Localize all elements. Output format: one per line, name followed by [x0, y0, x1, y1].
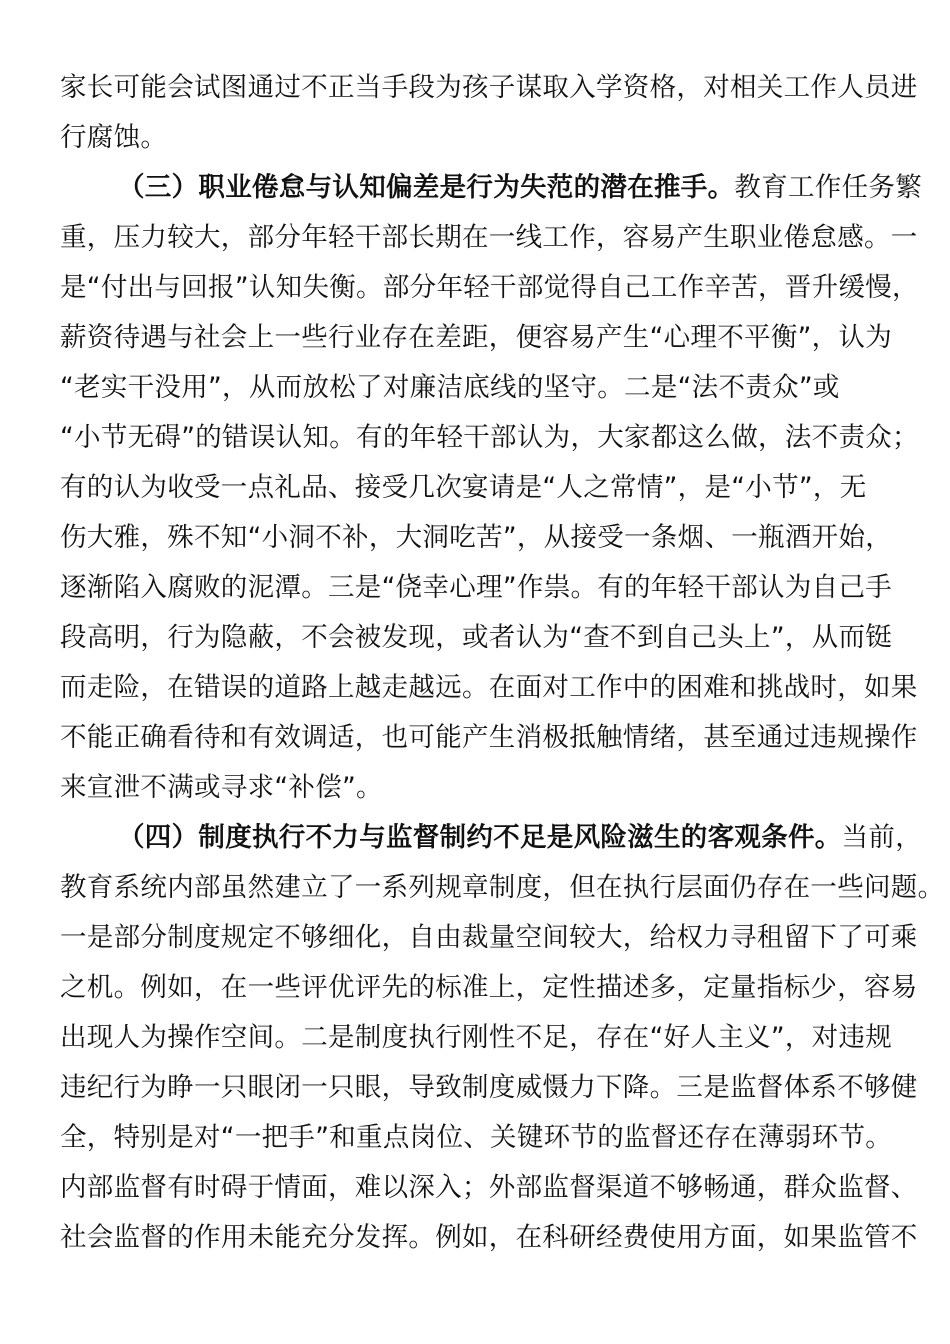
paragraph-text: 家长可能会试图通过不正当手段为孩子谋取入学资格，对相关工作人员进 [60, 72, 918, 103]
section-heading: （三）职业倦怠与认知偏差是行为失范的潜在推手。 [118, 172, 735, 203]
body-text-line [60, 1113, 892, 1163]
paragraph-text: 段高明，行为隐蔽，不会被发现，或者认为“查不到自己头上”，从而铤 [60, 622, 893, 653]
section-heading-line [118, 813, 922, 863]
body-text-line [60, 713, 918, 763]
paragraph-text: 出现人为操作空间。二是制度执行刚性不足，存在“好人主义”，对违规 [60, 1022, 893, 1053]
body-text-line [60, 1163, 918, 1213]
body-text-line [60, 513, 892, 563]
section-heading-line [118, 163, 922, 213]
body-text-line [60, 263, 919, 313]
paragraph-text: 有的认为收受一点礼品、接受几次宴请是“人之常情”，是“小节”，无 [60, 472, 867, 503]
paragraph-text: “小节无碍”的错误认知。有的年轻干部认为，大家都这么做，法不责众； [60, 422, 919, 453]
paragraph-text: 不能正确看待和有效调适，也可能产生消极抵触情绪，甚至通过违规操作 [60, 722, 918, 753]
body-text-line [60, 363, 840, 413]
section-heading: （四）制度执行不力与监督制约不足是风险滋生的客观条件。 [118, 822, 842, 853]
body-text-line [60, 963, 918, 1013]
body-text-line [60, 63, 918, 113]
body-text-line [60, 463, 867, 513]
body-text-line [60, 213, 918, 263]
body-text-line [60, 1213, 918, 1263]
body-text-line [60, 763, 383, 813]
paragraph-text: 而走险，在错误的道路上越走越远。在面对工作中的困难和挑战时，如果 [60, 672, 918, 703]
paragraph-text: 内部监督有时碍于情面，难以深入；外部监督渠道不够畅通，群众监督、 [60, 1172, 918, 1203]
body-text-line [60, 313, 892, 363]
body-text-line [60, 663, 918, 713]
paragraph-text: 违纪行为睁一只眼闭一只眼，导致制度威慑力下降。三是监督体系不够健 [60, 1072, 918, 1103]
body-text-line [60, 563, 892, 613]
paragraph-text: 来宣泄不满或寻求“补偿”。 [60, 772, 383, 803]
paragraph-text: 社会监督的作用未能充分发挥。例如，在科研经费使用方面，如果监管不 [60, 1222, 918, 1253]
paragraph-text: 重，压力较大，部分年轻干部长期在一线工作，容易产生职业倦怠感。一 [60, 222, 918, 253]
paragraph-text: 之机。例如，在一些评优评先的标准上，定性描述多，定量指标少，容易 [60, 972, 918, 1003]
paragraph-text: “老实干没用”，从而放松了对廉洁底线的坚守。二是“法不责众”或 [60, 372, 840, 403]
paragraph-text: 教育工作任务繁 [734, 172, 923, 203]
body-text-line [60, 913, 918, 963]
paragraph-text: 教育系统内部虽然建立了一系列规章制度，但在执行层面仍存在一些问题。 [60, 872, 945, 903]
body-text-line [60, 113, 167, 163]
paragraph-text: 是“付出与回报”认知失衡。部分年轻干部觉得自己工作辛苦，晋升缓慢， [60, 272, 919, 303]
body-text-line [60, 863, 944, 913]
body-text-line [60, 413, 919, 463]
paragraph-text: 逐渐陷入腐败的泥潭。三是“侥幸心理”作祟。有的年轻干部认为自己手 [60, 572, 893, 603]
paragraph-text: 全，特别是对“一把手”和重点岗位、关键环节的监督还存在薄弱环节。 [60, 1122, 893, 1153]
body-text-line [60, 1063, 918, 1113]
paragraph-text: 伤大雅，殊不知“小洞不补，大洞吃苦”，从接受一条烟、一瓶酒开始， [60, 522, 893, 553]
paragraph-text: 行腐蚀。 [60, 122, 168, 153]
paragraph-text: 薪资待遇与社会上一些行业存在差距，便容易产生“心理不平衡”，认为 [60, 322, 893, 353]
paragraph-text: 一是部分制度规定不够细化，自由裁量空间较大，给权力寻租留下了可乘 [60, 922, 918, 953]
body-text-line [60, 613, 892, 663]
paragraph-text: 当前， [841, 822, 923, 853]
body-text-line [60, 1013, 892, 1063]
